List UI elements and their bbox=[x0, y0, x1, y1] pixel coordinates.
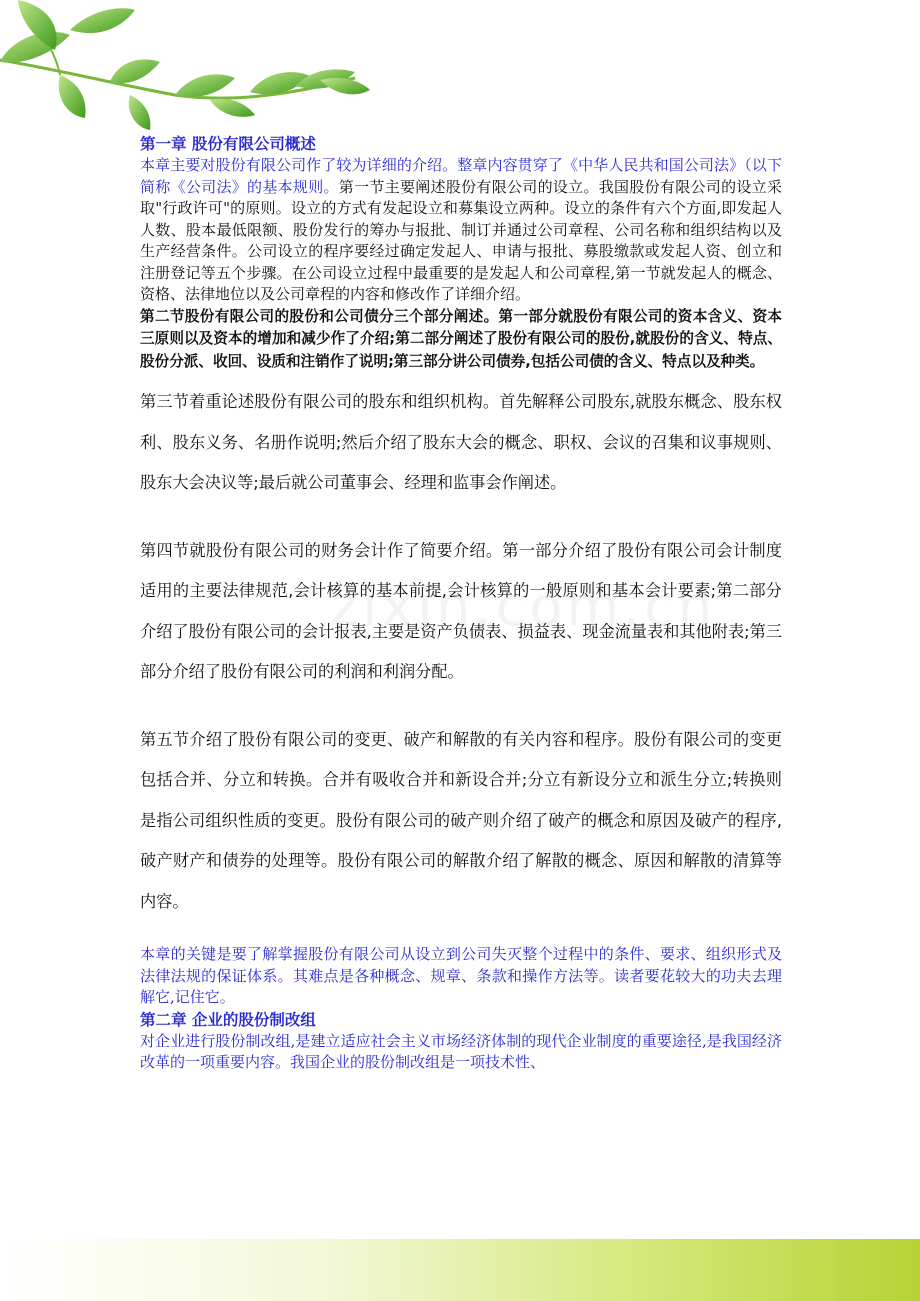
section-5-paragraph: 第五节介绍了股份有限公司的变更、破产和解散的有关内容和程序。股份有限公司的变更包括合并、分立和转换。合并有吸收合并和新设合并;分立有新设分立和派生分立;转换则是指公司组织性质的变更。股份有限公司的破产则介绍了破产的概念和原因及破产的程序,破产财产和债券的处理等。股份有限公司的解散介绍了解散的概念、原因和解散的清算等内容。 bbox=[140, 729, 782, 911]
chapter-1-intro-highlight: 本章主要对股份有限公司作了较为详细的介绍。整章内容贯穿了《中华人民共和国公司法》（以下简称《公司法》的基本规则。 bbox=[140, 156, 782, 196]
chapter-1-intro-body: 第一节主要阐述股份有限公司的设立。我国股份有限公司的设立采取"行政许可"的原则。设立的方式有发起设立和募集设立两种。设立的条件有六个方面,即发起人人数、股本最低限额、股份发行的筹办与报批、制订并通过公司章程、公司名称和组织结构以及生产经营条件。公司设立的程序要经过确定发起人、申请与报批、募股缴款或发起人资、创立和注册登记等五个步骤。在公司设立过程中最重要的是发起人和公司章程,第一节就发起人的概念、资格、法律地位以及公司章程的内容和修改作了详细介绍。 bbox=[140, 177, 782, 303]
chapter-2-intro: 对企业进行股份制改组,是建立适应社会主义市场经济体制的现代企业制度的重要途径,是我国经济改革的一项重要内容。我国企业的股份制改组是一项技术性、 bbox=[140, 1031, 782, 1071]
footer-gradient-band bbox=[0, 1239, 920, 1301]
chapter-1-title: 第一章 股份有限公司概述 bbox=[140, 134, 316, 153]
section-3-paragraph: 第三节着重论述股份有限公司的股东和组织机构。首先解释公司股东,就股东概念、股东权利、股东义务、名册作说明;然后介绍了股东大会的概念、职权、会议的召集和议事规则、股东大会决议等;最后就公司董事会、经理和监事会作阐述。 bbox=[140, 392, 782, 492]
section-4-paragraph: 第四节就股份有限公司的财务会计作了简要介绍。第一部分介绍了股份有限公司会计制度适用的主要法律规范,会计核算的基本前提,会计核算的一般原则和基本会计要素;第二部分介绍了股份有限公司的会计报表,主要是资产负债表、损益表、现金流量表和其他附表;第三部分介绍了股份有限公司的利润和利润分配。 bbox=[140, 540, 782, 681]
section-2-paragraph: 第二节股份有限公司的股份和公司债分三个部分阐述。第一部分就股份有限公司的资本含义、资本三原则以及资本的增加和减少作了介绍;第二部分阐述了股份有限公司的股份,就股份的含义、特点、股份分派、收回、设质和注销作了说明;第三部分讲公司债券,包括公司债的含义、特点以及种类。 bbox=[140, 307, 782, 370]
chapter-1-intro bbox=[140, 155, 782, 306]
leaf-branch-decoration bbox=[0, 0, 380, 135]
chapter-2-title: 第二章 企业的股份制改组 bbox=[140, 1009, 316, 1029]
document-body bbox=[140, 133, 782, 1074]
key-points-paragraph: 本章的关键是要了解掌握股份有限公司从设立到公司失灭整个过程中的条件、要求、组织形式及法律法规的保证体系。其难点是各种概念、规章、条款和操作方法等。读者要花较大的功夫去理解它,记住它。 bbox=[140, 945, 782, 1006]
